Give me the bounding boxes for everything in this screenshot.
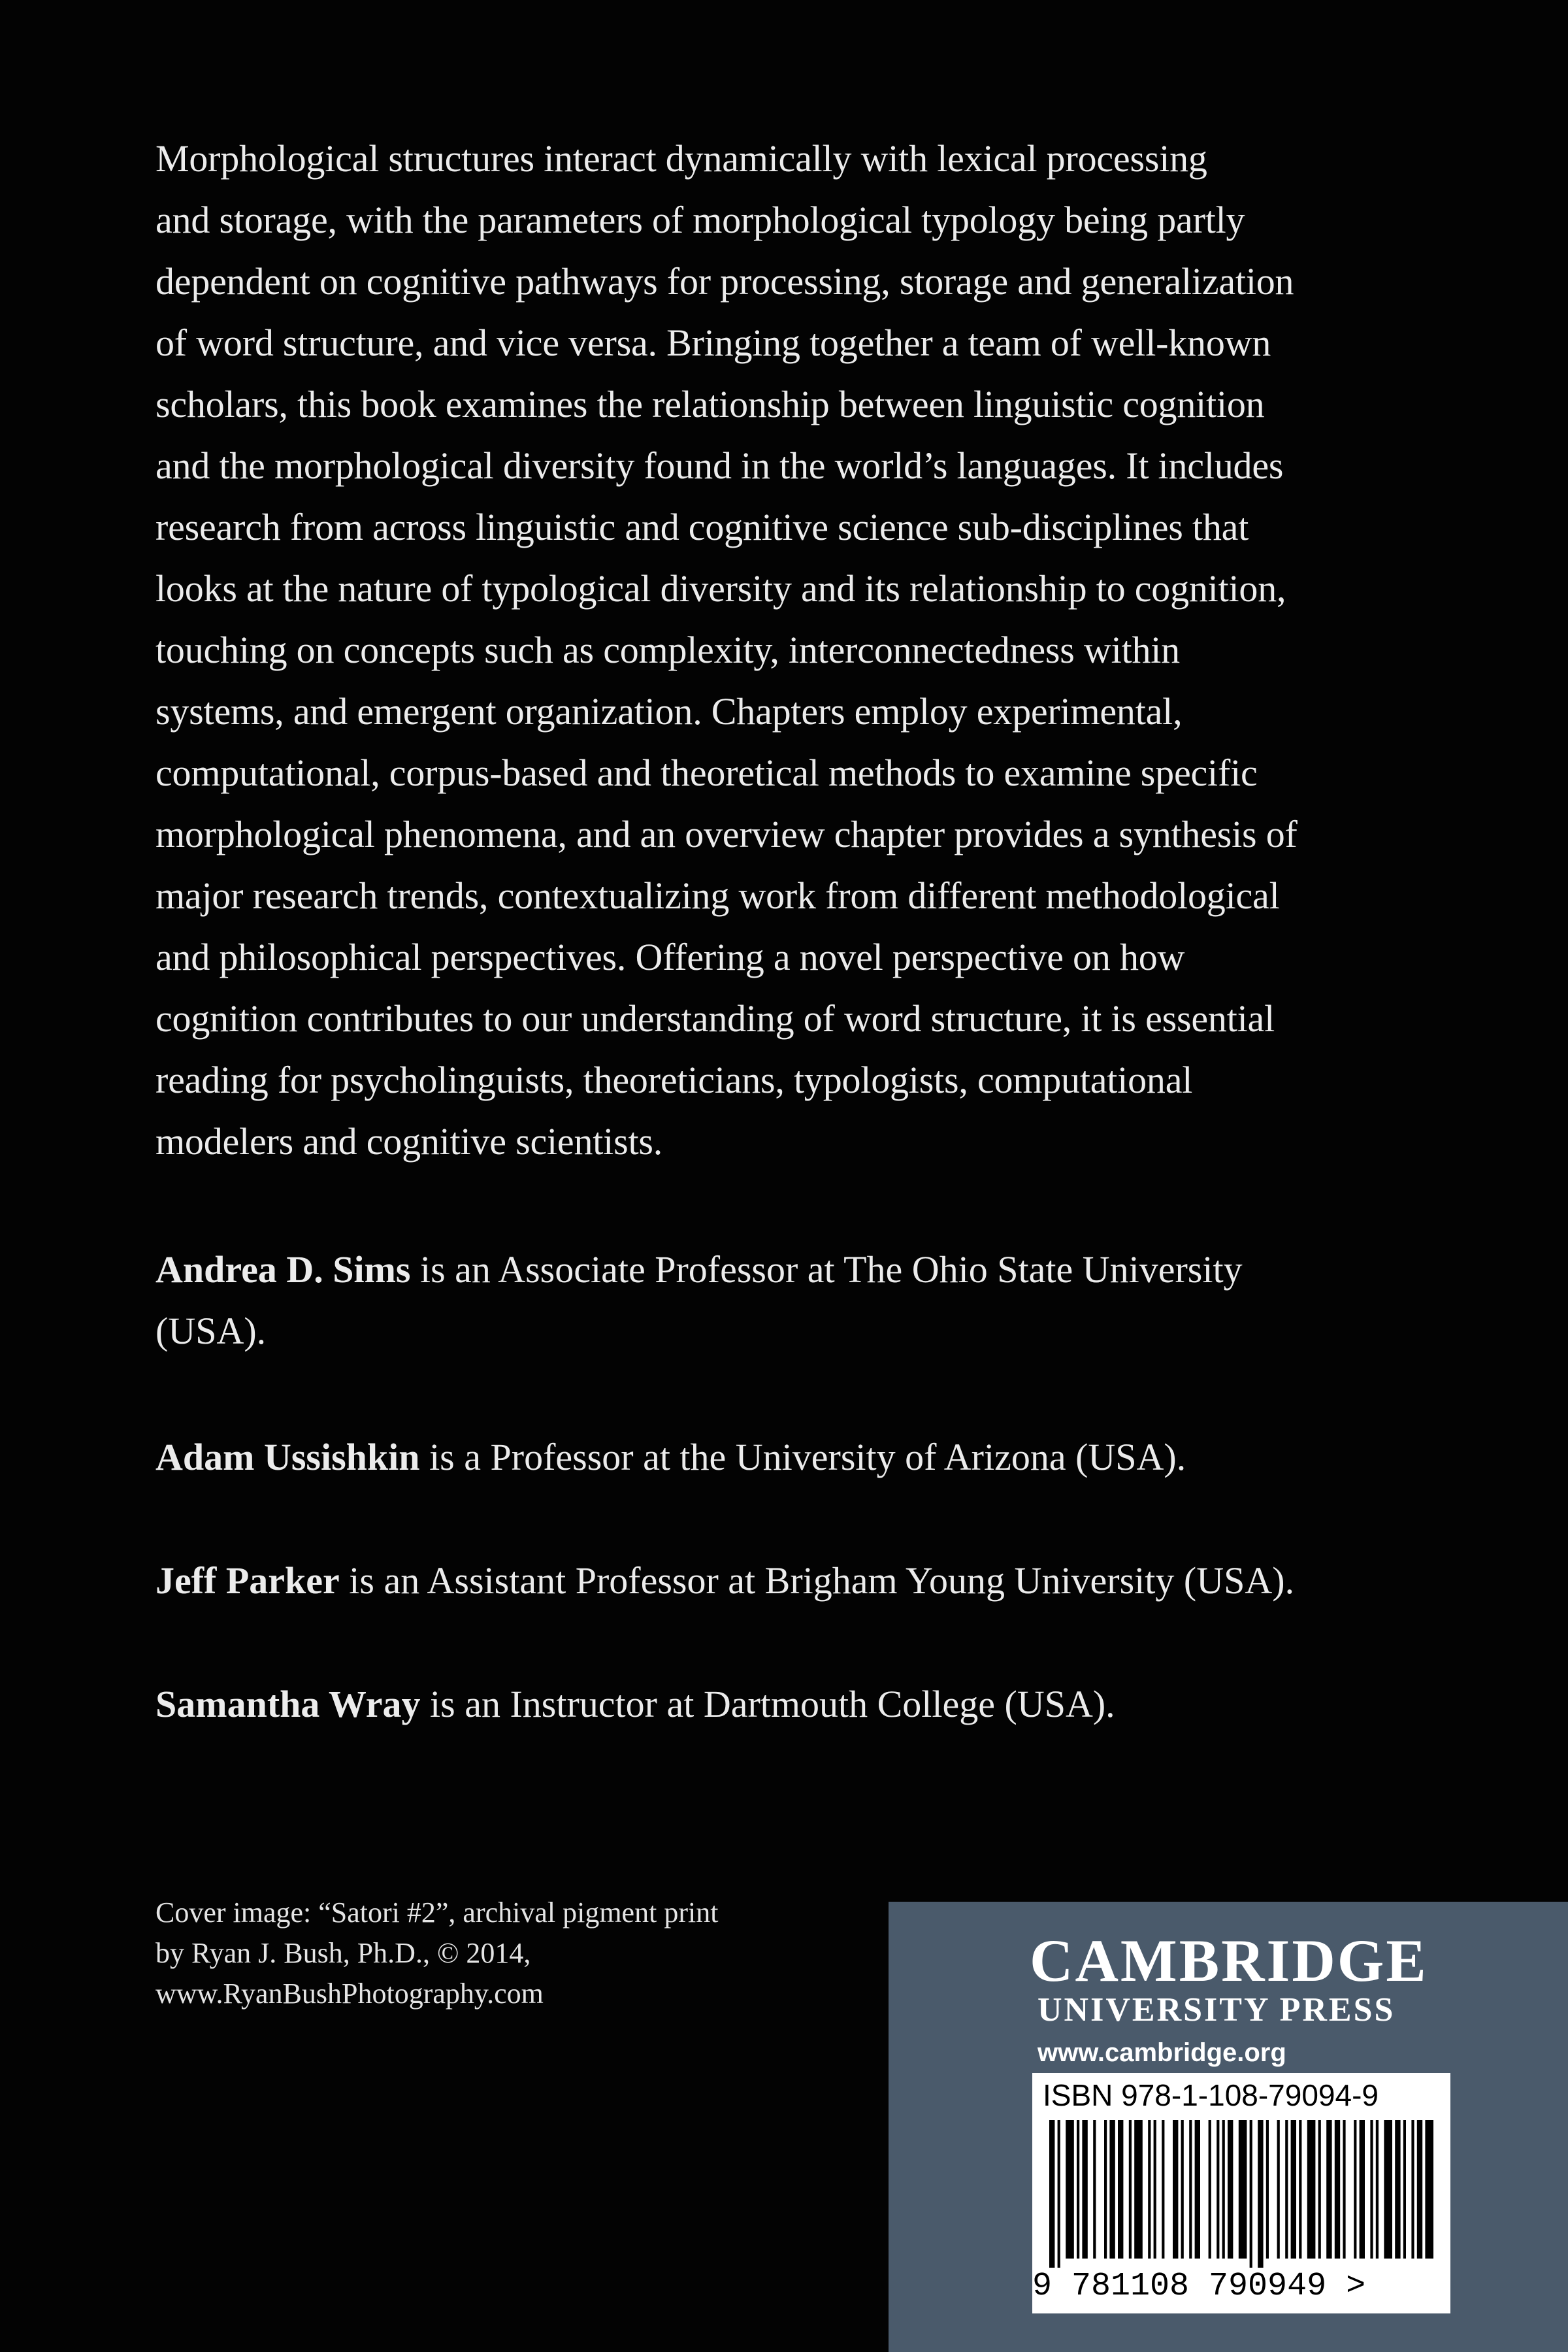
author-name: Samantha Wray [155,1683,421,1725]
description-line: reading for psycholinguists, theoreticians, typologists, computational [155,1059,1193,1101]
author-bio-text: (USA). [155,1310,267,1352]
description-line: and storage, with the parameters of morphological typology being partly [155,199,1245,241]
author-bio-text: is a Professor at the University of Arizona (USA). [419,1436,1186,1478]
barcode-bar [1384,2120,1392,2259]
cover-image-credit [155,1893,718,2014]
description-line: cognition contributes to our understanding of word structure, it is essential [155,997,1275,1040]
barcode-bar [1217,2120,1219,2259]
barcode-bar [1250,2120,1252,2268]
barcode-bar [1307,2120,1316,2259]
barcode-bar [1104,2120,1107,2259]
description-line: dependent on cognitive pathways for processing, storage and generalization [155,260,1294,303]
barcode-bar [1299,2120,1301,2259]
isbn-barcode-box [1032,2073,1450,2313]
author-bio-text: is an Associate Professor at The Ohio State University [410,1248,1243,1291]
isbn-label: ISBN 978-1-108-79094-9 [1043,2078,1379,2112]
barcode-bar [1258,2120,1263,2268]
barcode-bar [1189,2120,1192,2259]
barcode-bar [1403,2120,1406,2259]
author-name: Andrea D. Sims [155,1248,411,1291]
description-line: and the morphological diversity found in the world’s languages. It includes [155,444,1284,487]
barcode-bar [1285,2120,1288,2259]
publisher-logo-subtitle: UNIVERSITY PRESS [1037,1991,1396,2029]
author-bio-text: is an Instructor at Dartmouth College (USA). [420,1683,1115,1725]
publisher-url: www.cambridge.org [1037,2038,1286,2067]
description-line: touching on concepts such as complexity, interconnectedness within [155,629,1180,671]
barcode-digits: 9 781108 790949 > [1032,2268,1366,2305]
barcode-bar [1343,2120,1345,2259]
description-line: computational, corpus-based and theoretical methods to examine specific [155,752,1258,794]
description-line: looks at the nature of typological diversity and its relationship to cognition, [155,567,1286,610]
barcode-bar [1129,2120,1132,2259]
author-bio [155,1674,1384,1735]
barcode-bar [1093,2120,1096,2259]
description-line: research from across linguistic and cognitive science sub-disciplines that [155,506,1249,548]
publisher-logo-name: CAMBRIDGE [1030,1927,1428,1994]
author-bio [155,1427,1384,1488]
author-name: Adam Ussishkin [155,1436,420,1478]
description-line: Morphological structures interact dynamically with lexical processing [155,137,1207,180]
barcode-bar [1209,2120,1211,2259]
barcode-bar [1181,2120,1184,2259]
author-bio [155,1550,1384,1612]
barcode-bar [1173,2120,1178,2259]
barcode-bar [1058,2120,1060,2268]
barcode-bar [1425,2120,1433,2259]
barcode-bar [1417,2120,1422,2259]
barcode-bar [1335,2120,1340,2259]
credit-line: Cover image: “Satori #2”, archival pigment print [155,1897,719,1929]
credit-line: www.RyanBushPhotography.com [155,1978,544,2010]
barcode-bar [1049,2120,1054,2268]
credit-line: by Ryan J. Bush, Ph.D., © 2014, [155,1937,531,1969]
description-line: scholars, this book examines the relationship between linguistic cognition [155,383,1265,425]
barcode-bar [1411,2120,1414,2259]
barcode-bar [1082,2120,1087,2259]
barcode-image [1049,2120,1435,2268]
description-line: and philosophical perspectives. Offering a novel perspective on how [155,936,1185,978]
barcode-bar [1291,2120,1296,2259]
description-line: of word structure, and vice versa. Bringing together a team of well-known [155,322,1271,364]
description-line: morphological phenomena, and an overview chapter provides a synthesis of [155,813,1298,855]
barcode-bar [1376,2120,1379,2259]
book-description [155,128,1384,1172]
publisher-panel [889,1902,1568,2352]
barcode-bar [1118,2120,1123,2259]
barcode-bar [1162,2120,1164,2259]
barcode-bar [1326,2120,1331,2259]
author-bio-text: is an Assistant Professor at Brigham Young University (USA). [339,1559,1295,1602]
barcode-bar [1228,2120,1233,2259]
barcode-bar [1395,2120,1400,2259]
author-bio [155,1239,1384,1362]
barcode-bar [1134,2120,1143,2259]
barcode-bar [1318,2120,1321,2259]
barcode-bar [1354,2120,1356,2259]
barcode-bar [1239,2120,1247,2259]
barcode-bar [1154,2120,1156,2259]
barcode-bar [1277,2120,1280,2259]
description-line: modelers and cognitive scientists. [155,1120,663,1163]
description-line: major research trends, contextualizing work from different methodological [155,874,1280,917]
barcode-bar [1148,2120,1151,2259]
barcode-bar [1109,2120,1115,2259]
description-line: systems, and emergent organization. Chapters employ experimental, [155,690,1183,733]
barcode-bar [1360,2120,1365,2259]
barcode-bar [1266,2120,1269,2259]
barcode-bar [1066,2120,1074,2259]
barcode-bar [1222,2120,1225,2259]
author-name: Jeff Parker [155,1559,340,1602]
barcode-bar [1077,2120,1079,2259]
barcode-bar [1370,2120,1373,2259]
barcode-bar [1195,2120,1200,2259]
